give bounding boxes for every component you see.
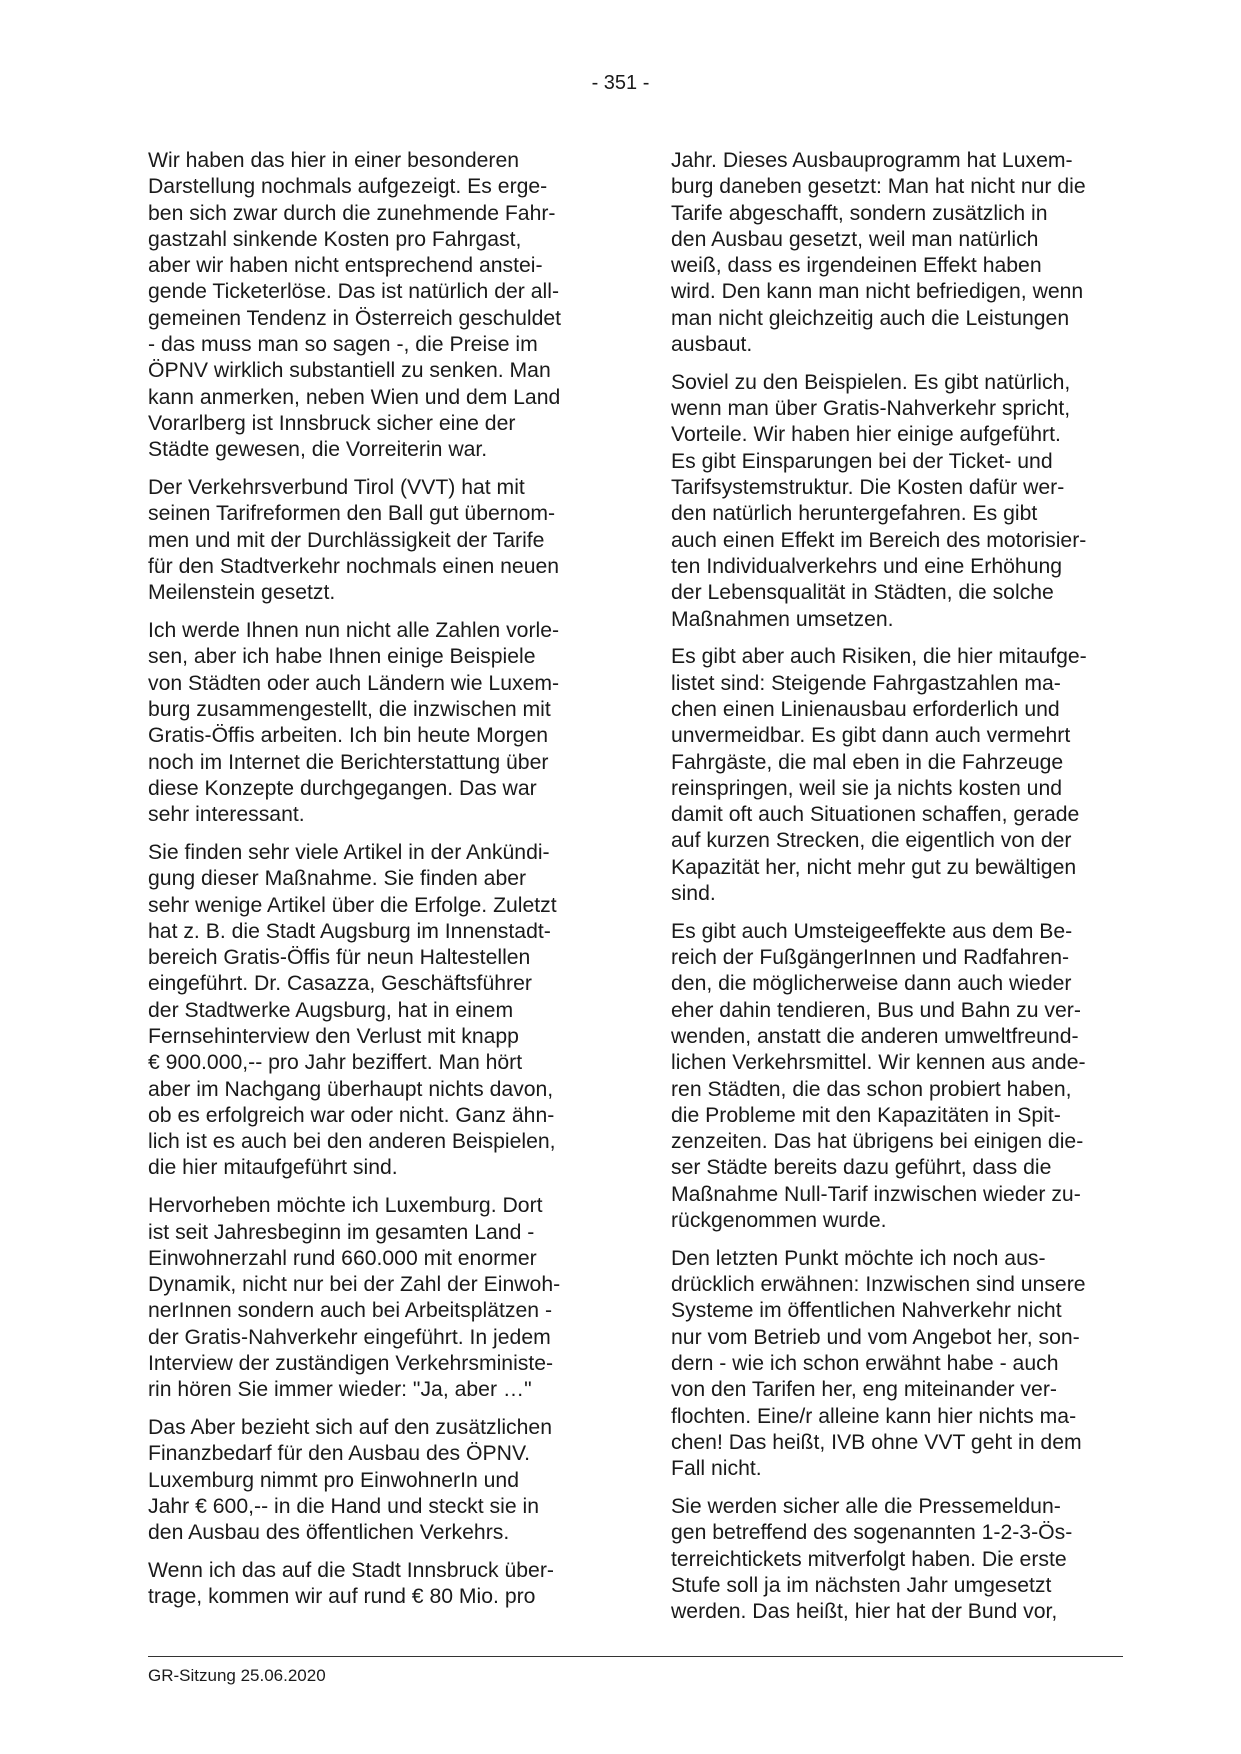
- text-line: ist seit Jahresbeginn im gesamten Land -: [148, 1220, 535, 1244]
- paragraph: [148, 618, 598, 828]
- text-line: Maßnahme Null-Tarif inzwischen wieder zu-: [671, 1182, 1081, 1206]
- text-line: listet sind: Steigende Fahrgastzahlen ma-: [671, 671, 1061, 695]
- text-line: seinen Tarifreformen den Ball gut übernom-: [148, 502, 556, 526]
- text-line: sehr wenige Artikel über die Erfolge. Zuletzt: [148, 893, 557, 917]
- paragraph: [671, 644, 1121, 907]
- paragraph: [671, 1494, 1121, 1625]
- text-line: weiß, dass es irgendeinen Effekt haben: [671, 254, 1042, 278]
- text-line: Es gibt auch Umsteigeeffekte aus dem Be-: [671, 919, 1073, 943]
- text-line: gemeinen Tendenz in Österreich geschuldet: [148, 306, 562, 330]
- text-line: Sie werden sicher alle die Pressemeldun-: [671, 1495, 1061, 1519]
- text-line: Stufe soll ja im nächsten Jahr umgesetzt: [671, 1573, 1052, 1597]
- text-line: dern - wie ich schon erwähnt habe - auch: [671, 1352, 1059, 1376]
- text-line: Einwohnerzahl rund 660.000 mit enormer: [148, 1246, 537, 1270]
- text-line: ten Individualverkehrs und eine Erhöhung: [671, 554, 1063, 578]
- text-line: ausbaut.: [671, 333, 753, 357]
- text-line: der Gratis-Nahverkehr eingeführt. In jedem: [148, 1325, 551, 1349]
- text-line: Vorteile. Wir haben hier einige aufgeführt.: [671, 423, 1061, 447]
- text-line: trage, kommen wir auf rund € 80 Mio. pro: [148, 1585, 536, 1609]
- text-line: werden. Das heißt, hier hat der Bund vor,: [671, 1600, 1058, 1624]
- text-line: wenden, anstatt die anderen umweltfreund-: [671, 1025, 1079, 1048]
- text-line: Den letzten Punkt möchte ich noch aus-: [671, 1246, 1046, 1270]
- text-line: burg zusammengestellt, die inzwischen mit: [148, 697, 551, 721]
- text-line: ren Städten, die das schon probiert haben,: [671, 1077, 1072, 1101]
- text-line: auf kurzen Strecken, die eigentlich von der: [671, 829, 1072, 853]
- text-line: Ich werde Ihnen nun nicht alle Zahlen vorle-: [148, 619, 560, 643]
- text-line: die hier mitaufgeführt sind.: [148, 1156, 398, 1180]
- left-column: [148, 148, 598, 1622]
- text-line: Jahr. Dieses Ausbauprogramm hat Luxem-: [671, 149, 1073, 172]
- text-line: Darstellung nochmals aufgezeigt. Es erge-: [148, 175, 548, 199]
- text-line: den Ausbau des öffentlichen Verkehrs.: [148, 1521, 510, 1545]
- text-line: Luxemburg nimmt pro EinwohnerIn und: [148, 1468, 519, 1492]
- text-line: ser Städte bereits dazu geführt, dass die: [671, 1156, 1052, 1180]
- text-line: die Probleme mit den Kapazitäten in Spit-: [671, 1103, 1061, 1127]
- page-number: - 351 -: [591, 72, 650, 94]
- text-line: unvermeidbar. Es gibt dann auch vermehrt: [671, 724, 1071, 748]
- text-line: Finanzbedarf für den Ausbau des ÖPNV.: [148, 1442, 531, 1466]
- paragraph: [671, 919, 1121, 1235]
- text-line: reich der FußgängerInnen und Radfahren-: [671, 946, 1070, 970]
- text-line: den natürlich heruntergefahren. Es gibt: [671, 502, 1038, 526]
- text-line: Gratis-Öffis arbeiten. Ich bin heute Morgen: [148, 724, 549, 748]
- text-line: zenzeiten. Das hat übrigens bei einigen die-: [671, 1130, 1084, 1154]
- text-line: wird. Den kann man nicht befriedigen, wenn: [671, 280, 1084, 304]
- text-line: Tarifsystemstruktur. Die Kosten dafür wer-: [671, 476, 1065, 500]
- text-line: Wenn ich das auf die Stadt Innsbruck über-: [148, 1559, 554, 1583]
- paragraph: [671, 1246, 1121, 1483]
- text-line: von den Tarifen her, eng miteinander ver-: [671, 1378, 1057, 1402]
- text-line: Maßnahmen umsetzen.: [671, 607, 894, 631]
- text-line: Jahr € 600,-- in die Hand und steckt sie in: [148, 1495, 540, 1519]
- right-column: [671, 148, 1121, 1637]
- text-line: von Städten oder auch Ländern wie Luxem-: [148, 671, 560, 695]
- text-line: der Lebensqualität in Städten, die solche: [671, 581, 1054, 605]
- text-line: sehr interessant.: [148, 803, 305, 827]
- text-line: gung dieser Maßnahme. Sie finden aber: [148, 867, 527, 891]
- text-line: bereich Gratis-Öffis für neun Haltestellen: [148, 946, 531, 970]
- text-line: Fahrgäste, die mal eben in die Fahrzeuge: [671, 750, 1064, 774]
- text-line: aber im Nachgang überhaupt nichts davon,: [148, 1077, 554, 1101]
- paragraph: [148, 1415, 598, 1546]
- text-line: sen, aber ich habe Ihnen einige Beispiele: [148, 645, 536, 669]
- text-line: für den Stadtverkehr nochmals einen neuen: [148, 554, 560, 578]
- text-line: man nicht gleichzeitig auch die Leistungen: [671, 306, 1070, 330]
- paragraph: [148, 840, 598, 1182]
- footer-divider: [148, 1656, 1123, 1657]
- text-line: der Stadtwerke Augsburg, hat in einem: [148, 998, 514, 1022]
- text-line: diese Konzepte durchgegangen. Das war: [148, 776, 537, 800]
- text-line: burg daneben gesetzt: Man hat nicht nur die: [671, 175, 1086, 199]
- paragraph: [148, 148, 598, 464]
- text-line: terreichtickets mitverfolgt haben. Die erste: [671, 1547, 1067, 1571]
- paragraph: [148, 475, 598, 606]
- text-line: ben sich zwar durch die zunehmende Fahr-: [148, 201, 556, 225]
- text-line: men und mit der Durchlässigkeit der Tarife: [148, 528, 545, 552]
- text-line: Interview der zuständigen Verkehrsministe-: [148, 1352, 554, 1376]
- text-line: Kapazität her, nicht mehr gut zu bewältigen: [671, 855, 1077, 879]
- text-line: rin hören Sie immer wieder: "Ja, aber …": [148, 1378, 532, 1402]
- text-line: Fall nicht.: [671, 1457, 762, 1481]
- text-line: Meilenstein gesetzt.: [148, 581, 336, 605]
- text-line: € 900.000,-- pro Jahr beziffert. Man hört: [148, 1051, 523, 1075]
- text-line: Das Aber bezieht sich auf den zusätzlichen: [148, 1416, 552, 1440]
- text-line: drücklich erwähnen: Inzwischen sind unsere: [671, 1273, 1086, 1297]
- text-line: ÖPNV wirklich substantiell zu senken. Man: [148, 359, 551, 383]
- footer-session-date: GR-Sitzung 25.06.2020: [148, 1666, 326, 1685]
- text-line: Der Verkehrsverbund Tirol (VVT) hat mit: [148, 476, 525, 500]
- paragraph: [148, 1193, 598, 1403]
- text-line: Soviel zu den Beispielen. Es gibt natürlich,: [671, 370, 1071, 394]
- text-line: lichen Verkehrsmittel. Wir kennen aus ande-: [671, 1051, 1086, 1075]
- paragraph: [671, 148, 1121, 358]
- text-line: eher dahin tendieren, Bus und Bahn zu ver-: [671, 998, 1081, 1022]
- text-line: Städte gewesen, die Vorreiterin war.: [148, 438, 488, 462]
- text-line: Tarife abgeschafft, sondern zusätzlich in: [671, 201, 1048, 225]
- text-line: chen! Das heißt, IVB ohne VVT geht in dem: [671, 1430, 1082, 1454]
- paragraph: [148, 1558, 598, 1611]
- text-line: reinspringen, weil sie ja nichts kosten und: [671, 776, 1063, 800]
- text-line: Systeme im öffentlichen Nahverkehr nicht: [671, 1299, 1062, 1323]
- text-line: - das muss man so sagen -, die Preise im: [148, 333, 538, 357]
- text-line: kann anmerken, neben Wien und dem Land: [148, 385, 561, 409]
- text-line: Es gibt aber auch Risiken, die hier mitaufge-: [671, 645, 1087, 669]
- text-line: eingeführt. Dr. Casazza, Geschäftsführer: [148, 972, 532, 996]
- text-line: chen einen Linienausbau erforderlich und: [671, 697, 1060, 721]
- text-line: nur vom Betrieb und vom Angebot her, son-: [671, 1325, 1080, 1349]
- text-line: den, die möglicherweise dann auch wieder: [671, 972, 1072, 996]
- text-line: gen betreffend des sogenannten 1-2-3-Ös-: [671, 1521, 1073, 1545]
- text-line: gende Ticketerlöse. Das ist natürlich der all-: [148, 280, 559, 304]
- text-line: flochten. Eine/r alleine kann hier nichts ma-: [671, 1404, 1077, 1428]
- text-line: den Ausbau gesetzt, weil man natürlich: [671, 227, 1039, 251]
- text-line: ob es erfolgreich war oder nicht. Ganz ähn-: [148, 1103, 555, 1127]
- text-line: Sie finden sehr viele Artikel in der Ankündi-: [148, 840, 550, 864]
- text-line: hat z. B. die Stadt Augsburg im Innenstadt-: [148, 919, 551, 943]
- text-line: Dynamik, nicht nur bei der Zahl der Einwoh-: [148, 1273, 561, 1297]
- text-line: Fernsehinterview den Verlust mit knapp: [148, 1025, 519, 1048]
- text-line: wenn man über Gratis-Nahverkehr spricht,: [671, 397, 1071, 421]
- text-line: Wir haben das hier in einer besonderen: [148, 149, 520, 172]
- paragraph: [671, 370, 1121, 633]
- text-line: noch im Internet die Berichterstattung über: [148, 750, 549, 774]
- text-line: auch einen Effekt im Bereich des motorisier-: [671, 528, 1087, 552]
- text-line: Es gibt Einsparungen bei der Ticket- und: [671, 449, 1053, 473]
- text-line: aber wir haben nicht entsprechend anstei-: [148, 254, 543, 278]
- text-line: sind.: [671, 882, 716, 906]
- text-line: Hervorheben möchte ich Luxemburg. Dort: [148, 1194, 543, 1218]
- text-line: lich ist es auch bei den anderen Beispielen,: [148, 1130, 556, 1154]
- text-line: Vorarlberg ist Innsbruck sicher eine der: [148, 411, 516, 435]
- text-line: damit oft auch Situationen schaffen, gerade: [671, 803, 1080, 827]
- text-line: gastzahl sinkende Kosten pro Fahrgast,: [148, 227, 522, 251]
- text-line: nerInnen sondern auch bei Arbeitsplätzen -: [148, 1299, 553, 1323]
- text-line: rückgenommen wurde.: [671, 1209, 887, 1233]
